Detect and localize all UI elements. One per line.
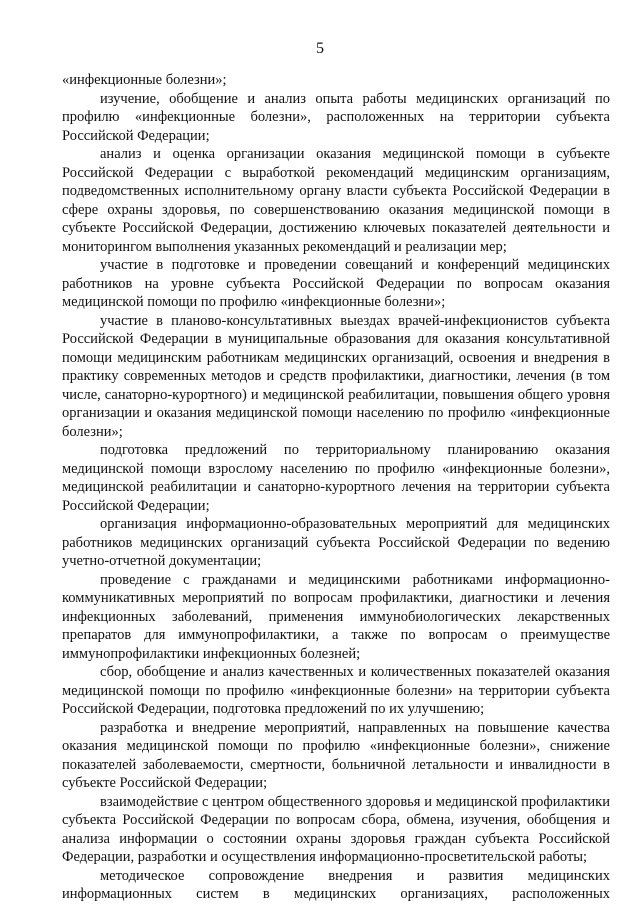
paragraph-4: участие в подготовке и проведении совещаний и конференций медицинских работников на уровне субъекта Российской Федерации по вопросам оказания медицинской помощи по профилю «инфекционные болезни»; — [62, 257, 610, 310]
paragraph-7: организация информационно-образовательных мероприятий для медицинских работников медицинских организаций субъекта Российской Федерации по ведению учетно-отчетной документации; — [62, 516, 610, 569]
paragraph-5: участие в планово-консультативных выездах врачей-инфекционистов субъекта Российской Федерации в муниципальные образования для оказания консультативной помощи медицинским работникам медицинских организаций, освоения и внедрения в практику современных методов и средств профилактики, диагностики, лечения (в том числе, санаторно-курортного) и медицинской реабилитации, повышения общего уровня организации и оказания медицинской помощи населению по профилю «инфекционные болезни»; — [62, 312, 610, 440]
paragraph-9: сбор, обобщение и анализ качественных и количественных показателей оказания медицинской помощи по профилю «инфекционные болезни» на территории субъекта Российской Федерации, подготовка предложений по их улучшению; — [62, 664, 610, 717]
paragraph-6: подготовка предложений по территориальному планированию оказания медицинской помощи взрослому населению по профилю «инфекционные болезни», медицинской реабилитации и санаторно-курортного лечения на территории субъекта Российской Федерации; — [62, 442, 610, 514]
paragraph-10: разработка и внедрение мероприятий, направленных на повышение качества оказания медицинской помощи по профилю «инфекционные болезни», снижение показателей заболеваемости, смертности, больничной летальности и инвалидности в субъекте Российской Федерации; — [62, 719, 610, 791]
paragraph-11: взаимодействие с центром общественного здоровья и медицинской профилактики субъекта Российской Федерации по вопросам сбора, обмена, изучения, обобщения и анализа информации о состоянии охраны здоровья граждан субъекта Российской Федерации, разработки и осуществления информационно-просветительской работы; — [62, 793, 610, 865]
paragraph-3: анализ и оценка организации оказания медицинской помощи в субъекте Российской Федерации с выработкой рекомендаций медицинским организациям, подведомственных исполнительному органу власти субъекта Российской Федерации в сфере охраны здоровья, по совершенствованию оказания медицинской помощи в субъекте Российской Федерации, достижению ключевых показателей деятельности и мониторингом выполнения указанных рекомендаций и реализации мер; — [62, 146, 610, 255]
paragraph-2: изучение, обобщение и анализ опыта работы медицинских организаций по профилю «инфекционные болезни», расположенных на территории субъекта Российской Федерации; — [62, 90, 610, 144]
paragraph-1: «инфекционные болезни»; — [62, 72, 227, 88]
paragraph-8: проведение с гражданами и медицинскими работниками информационно-коммуникативных мероприятий по вопросам профилактики, диагностики и лечения инфекционных заболеваний, применения иммунобиологических лекарственных препаратов для иммунопрофилактики, а также по вопросам о преимуществе иммунопрофилактики инфекционных болезней; — [62, 571, 610, 662]
paragraph-12: методическое сопровождение внедрения и развития медицинских информационных систем в медицинских организациях, расположенных — [62, 867, 610, 902]
page-number: 5 — [316, 40, 324, 57]
document-body — [62, 71, 610, 904]
